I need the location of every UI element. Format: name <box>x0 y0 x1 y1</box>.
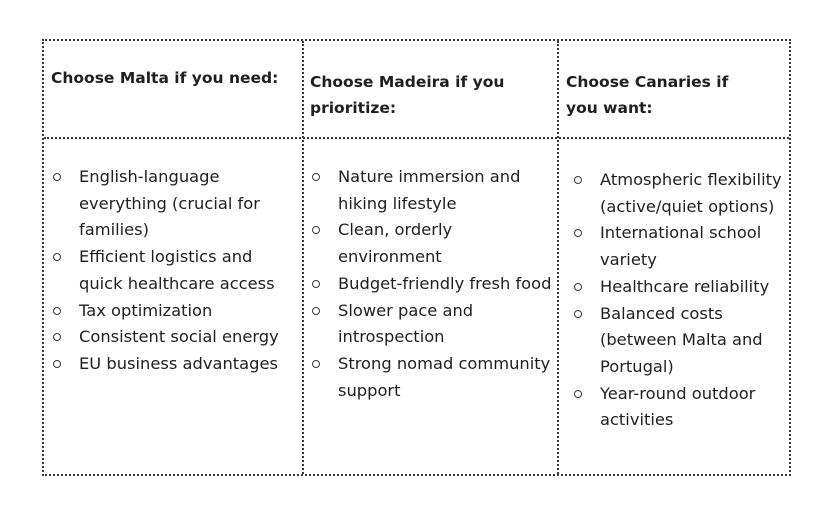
list-item-text: Strong nomad community support <box>338 353 551 400</box>
circle-bullet-icon <box>574 229 582 237</box>
circle-bullet-icon <box>312 307 320 315</box>
list-item <box>565 274 789 301</box>
list-item-text: Slower pace and introspection <box>338 300 474 347</box>
madeira-list <box>303 164 557 404</box>
list-item <box>303 271 557 298</box>
list-item <box>44 298 302 325</box>
list-item <box>303 351 557 404</box>
list-item <box>565 220 789 273</box>
comparison-table <box>42 39 791 476</box>
canaries-column <box>559 41 789 474</box>
list-item-text: Consistent social energy <box>79 327 279 347</box>
circle-bullet-icon <box>53 307 61 315</box>
list-item-text: Efficient logistics and quick healthcare access <box>79 247 275 293</box>
malta-column <box>44 41 302 474</box>
circle-bullet-icon <box>574 176 582 184</box>
circle-bullet-icon <box>312 360 320 368</box>
circle-bullet-icon <box>574 310 582 318</box>
list-item <box>303 164 557 217</box>
madeira-heading: Choose Madeira if you prioritize: <box>310 73 505 117</box>
list-item <box>44 164 302 244</box>
list-item-text: Budget-friendly fresh food <box>338 273 552 293</box>
list-item-text: Balanced costs (between Malta and Portugal) <box>600 303 763 376</box>
list-item <box>303 298 557 351</box>
circle-bullet-icon <box>53 253 61 261</box>
circle-bullet-icon <box>312 173 320 181</box>
list-item-text: Tax optimization <box>79 300 213 320</box>
circle-bullet-icon <box>312 226 320 234</box>
malta-heading: Choose Malta if you need: <box>51 69 279 87</box>
list-item <box>44 244 302 297</box>
circle-bullet-icon <box>53 173 61 181</box>
list-item-text: EU business advantages <box>79 353 278 373</box>
circle-bullet-icon <box>574 390 582 398</box>
list-item-text: Nature immersion and hiking lifestyle <box>338 167 521 213</box>
canaries-list <box>565 167 789 434</box>
circle-bullet-icon <box>53 360 61 368</box>
madeira-column <box>303 41 557 474</box>
list-item-text: English-language everything (crucial for families) <box>79 167 260 240</box>
list-item-text: Year-round outdoor activities <box>600 383 756 430</box>
list-item <box>565 381 789 434</box>
list-item <box>565 167 789 220</box>
circle-bullet-icon <box>53 333 61 341</box>
list-item <box>44 351 302 378</box>
list-item <box>565 301 789 381</box>
list-item-text: Clean, orderly environment <box>338 220 453 267</box>
list-item-text: Atmospheric flexibility (active/quiet options) <box>600 170 782 216</box>
circle-bullet-icon <box>574 283 582 291</box>
malta-list <box>44 164 302 378</box>
list-item <box>44 324 302 351</box>
canaries-heading: Choose Canaries if you want: <box>566 73 729 117</box>
list-item-text: International school variety <box>600 223 762 270</box>
list-item-text: Healthcare reliability <box>600 276 770 296</box>
list-item <box>303 217 557 270</box>
circle-bullet-icon <box>312 280 320 288</box>
